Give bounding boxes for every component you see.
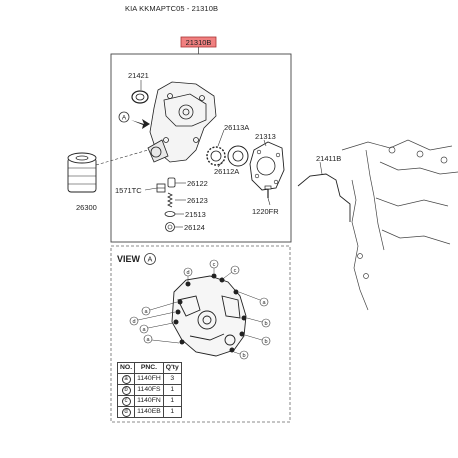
col-pnc: PNC. bbox=[135, 363, 164, 374]
relief-plug[interactable] bbox=[157, 184, 165, 192]
row-pnc[interactable]: 1140FH bbox=[135, 373, 164, 384]
bolt-letter: b bbox=[264, 321, 268, 327]
oil-seal[interactable] bbox=[132, 91, 148, 103]
bolt-mark-7 bbox=[210, 260, 218, 279]
diagram-header: KIA KKMAPTC05 - 21310B bbox=[125, 4, 219, 13]
relief-valve[interactable] bbox=[168, 178, 175, 187]
callout-26124: 26124 bbox=[184, 223, 205, 232]
callout-1571TC: 1571TC bbox=[115, 186, 142, 195]
bolt-table-header bbox=[118, 363, 182, 374]
table-row[interactable] bbox=[118, 395, 182, 406]
bolt-letter: a bbox=[144, 309, 148, 315]
view-a-marker-label: A bbox=[121, 114, 127, 122]
col-qty: Q'ty bbox=[163, 363, 181, 374]
bolt-letter: a bbox=[142, 327, 146, 333]
bolt-mark-5 bbox=[220, 266, 240, 283]
bolt-letter: b bbox=[264, 339, 268, 345]
bolt-letter: c bbox=[212, 262, 216, 268]
row-pnc[interactable]: 1140EB bbox=[135, 406, 164, 417]
pump-cover[interactable] bbox=[250, 142, 284, 190]
row-pnc[interactable]: 1140FN bbox=[135, 395, 164, 406]
plug-bolt[interactable] bbox=[166, 223, 175, 232]
bolt-letter: b bbox=[242, 353, 246, 359]
row-qty: 3 bbox=[163, 373, 181, 384]
callout-26300: 26300 bbox=[76, 203, 97, 212]
callout-21513: 21513 bbox=[185, 210, 206, 219]
row-letter: b bbox=[122, 386, 131, 395]
relief-spring[interactable] bbox=[168, 193, 172, 207]
table-row[interactable] bbox=[118, 384, 182, 395]
bolt-letter: a bbox=[262, 300, 266, 306]
bolt-mark-10 bbox=[230, 348, 249, 360]
view-title: VIEW bbox=[117, 254, 141, 264]
bolt-letter: a bbox=[146, 337, 150, 343]
bolt-letter: d bbox=[186, 270, 190, 276]
cover-screw[interactable] bbox=[265, 186, 271, 198]
callout-21421: 21421 bbox=[128, 71, 149, 80]
view-title-marker-label: A bbox=[147, 256, 153, 264]
table-row[interactable] bbox=[118, 406, 182, 417]
callout-21313: 21313 bbox=[255, 132, 276, 141]
callout-26113A: 26113A bbox=[224, 123, 250, 132]
inner-rotor[interactable] bbox=[228, 146, 248, 166]
col-no: NO. bbox=[118, 363, 135, 374]
callout-26122: 26122 bbox=[187, 179, 208, 188]
callout-1220FR: 1220FR bbox=[252, 207, 279, 216]
gasket-washer[interactable] bbox=[165, 212, 175, 217]
oil-filter[interactable] bbox=[68, 153, 96, 192]
bolt-mark-9 bbox=[240, 332, 271, 346]
callout-26123: 26123 bbox=[187, 196, 208, 205]
callout-26112A: 26112A bbox=[214, 167, 240, 176]
row-qty: 1 bbox=[163, 395, 181, 406]
row-letter: c bbox=[122, 397, 131, 406]
oil-pump-body[interactable] bbox=[148, 82, 216, 162]
bolt-mark-11 bbox=[144, 335, 185, 345]
engine-block-outline bbox=[342, 140, 458, 310]
view-direction-arrow-icon bbox=[131, 119, 150, 129]
row-qty: 1 bbox=[163, 406, 181, 417]
row-letter: a bbox=[122, 375, 131, 384]
bolt-letter: c bbox=[233, 268, 237, 274]
row-pnc[interactable]: 1140FS bbox=[135, 384, 164, 395]
row-letter: d bbox=[122, 408, 131, 417]
callout-21411B: 21411B bbox=[316, 154, 342, 163]
bolt-table bbox=[117, 362, 182, 418]
assembly-part-number[interactable]: 21310B bbox=[185, 38, 212, 47]
bolt-letter: d bbox=[132, 319, 136, 325]
row-qty: 1 bbox=[163, 384, 181, 395]
gasket-line[interactable] bbox=[298, 174, 350, 222]
table-row[interactable] bbox=[118, 373, 182, 384]
